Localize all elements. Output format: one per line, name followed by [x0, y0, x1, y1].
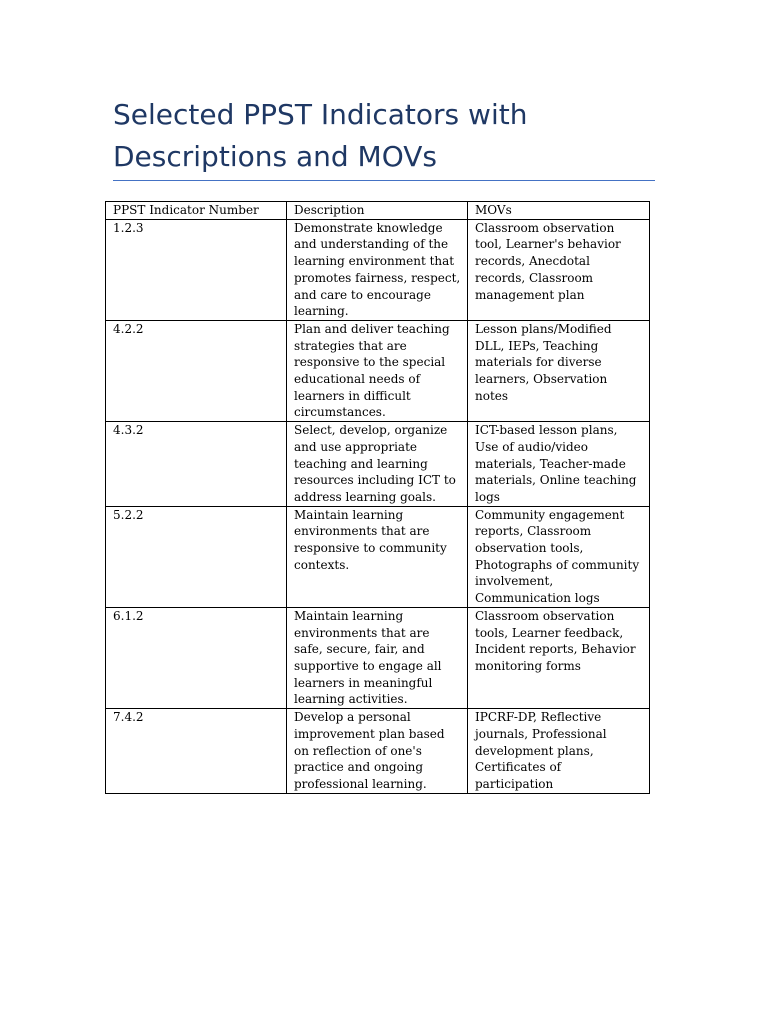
movs-cell: Lesson plans/Modified DLL, IEPs, Teaching materials for diverse learners, Observation notes: [468, 320, 650, 421]
indicator-number-cell: 1.2.3: [106, 219, 287, 320]
title-underline: [113, 180, 655, 181]
table-row: [106, 506, 650, 607]
table-row: [106, 709, 650, 794]
ppst-indicators-table: [105, 201, 650, 794]
description-cell: Develop a personal improvement plan based on reflection of one's practice and ongoing professional learning.: [287, 709, 468, 794]
movs-cell: ICT-based lesson plans, Use of audio/video materials, Teacher-made materials, Online teaching logs: [468, 422, 650, 507]
table-row: [106, 607, 650, 708]
table-row: [106, 422, 650, 507]
indicator-number-cell: 6.1.2: [106, 607, 287, 708]
indicator-number-cell: 7.4.2: [106, 709, 287, 794]
table-row: [106, 219, 650, 320]
indicator-number-cell: 4.3.2: [106, 422, 287, 507]
description-cell: Demonstrate knowledge and understanding of the learning environment that promotes fairness, respect, and care to encourage learning.: [287, 219, 468, 320]
page-title: Selected PPST Indicators with Descriptions and MOVs: [113, 98, 528, 173]
movs-cell: IPCRF-DP, Reflective journals, Professional development plans, Certificates of participation: [468, 709, 650, 794]
movs-cell: Community engagement reports, Classroom observation tools, Photographs of community involvement, Communication logs: [468, 506, 650, 607]
indicator-number-cell: 4.2.2: [106, 320, 287, 421]
table-header-row: [106, 202, 650, 220]
indicator-number-cell: 5.2.2: [106, 506, 287, 607]
description-cell: Select, develop, organize and use appropriate teaching and learning resources including ICT to address learning goals.: [287, 422, 468, 507]
header-description: Description: [287, 202, 468, 220]
description-cell: Plan and deliver teaching strategies that are responsive to the special educational needs of learners in difficult circumstances.: [287, 320, 468, 421]
description-cell: Maintain learning environments that are responsive to community contexts.: [287, 506, 468, 607]
header-indicator-number: PPST Indicator Number: [106, 202, 287, 220]
movs-cell: Classroom observation tool, Learner's behavior records, Anecdotal records, Classroom management plan: [468, 219, 650, 320]
movs-cell: Classroom observation tools, Learner feedback, Incident reports, Behavior monitoring forms: [468, 607, 650, 708]
table-row: [106, 320, 650, 421]
header-movs: MOVs: [468, 202, 650, 220]
description-cell: Maintain learning environments that are safe, secure, fair, and supportive to engage all learners in meaningful learning activities.: [287, 607, 468, 708]
